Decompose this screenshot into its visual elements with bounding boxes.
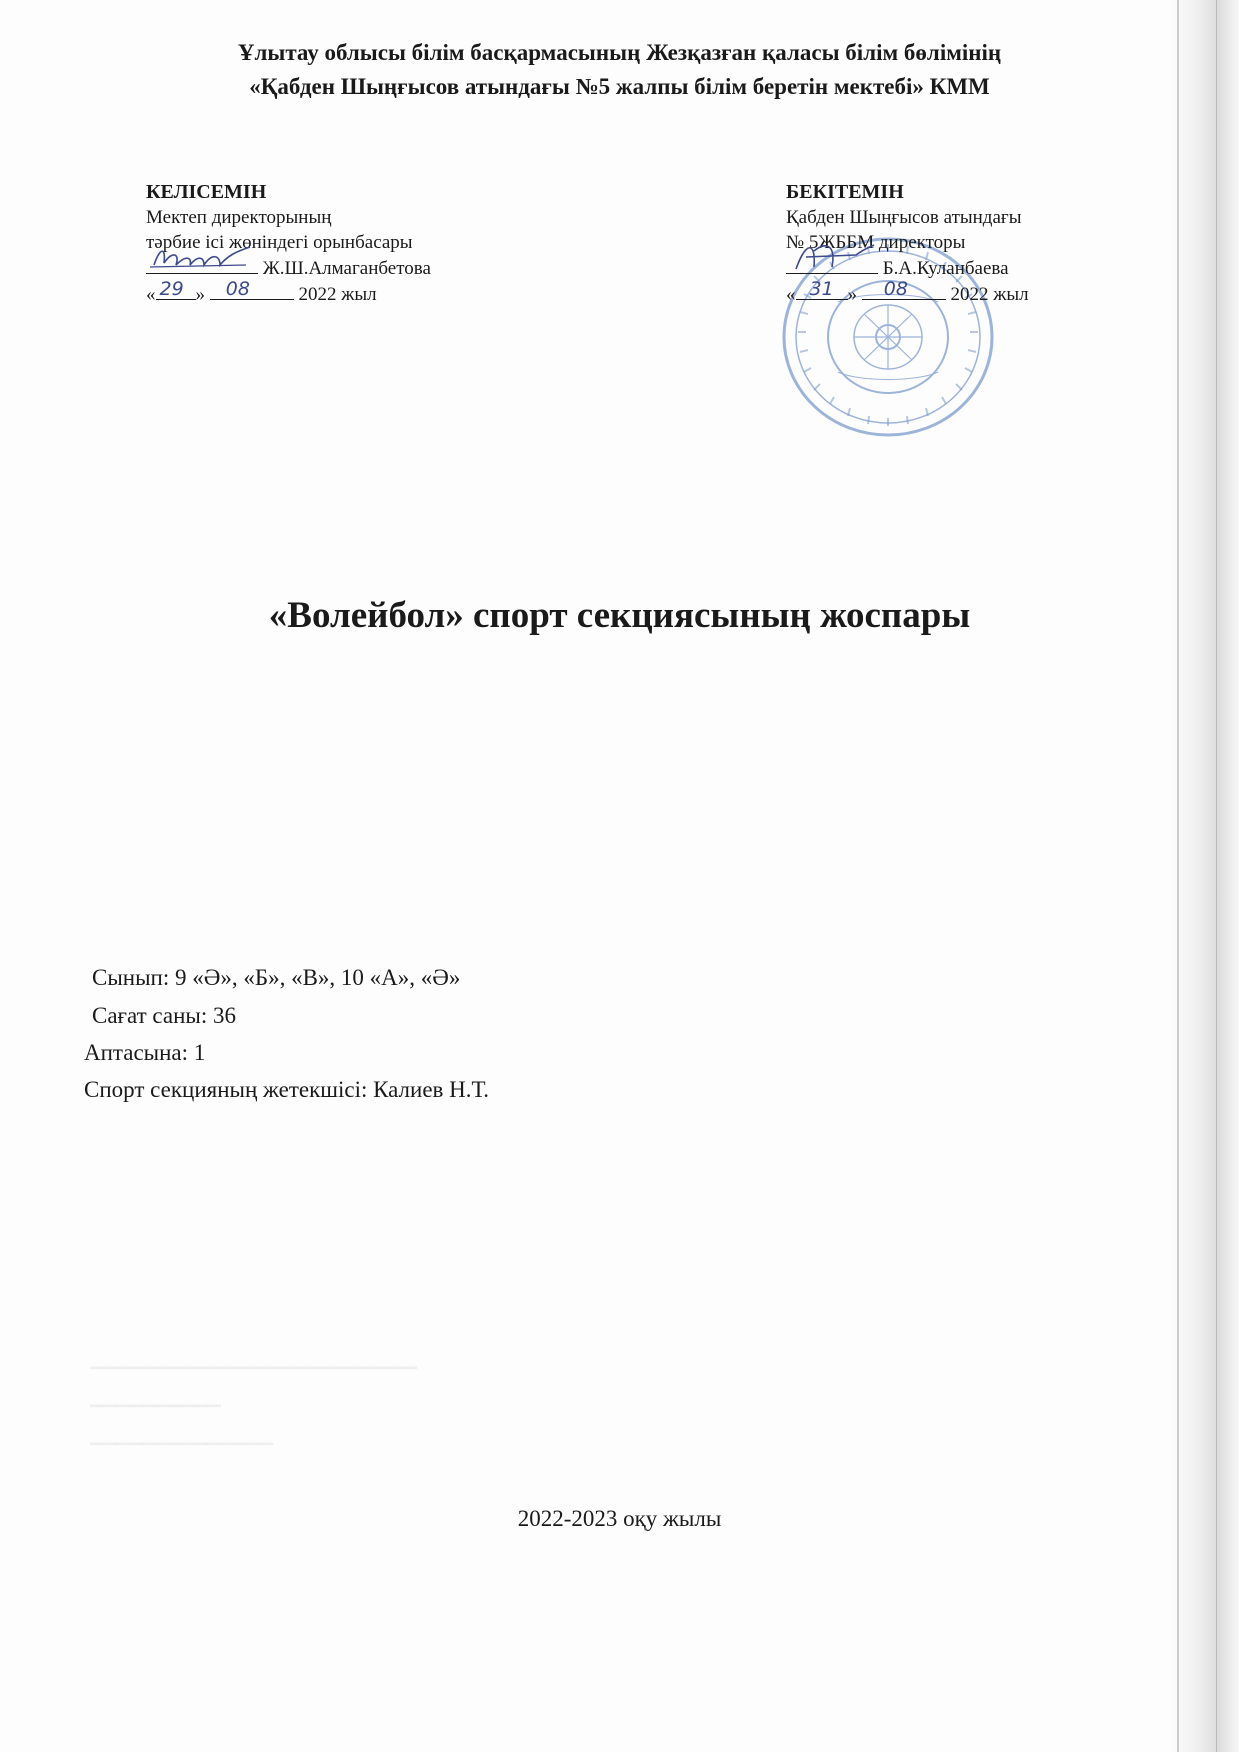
scan-artifact-line [1177,0,1179,1752]
quote-open: « [146,284,156,305]
agreed-title: КЕЛІСЕМІН [146,181,267,203]
agreed-signature-line [146,255,431,281]
approved-title: БЕКІТЕМІН [786,181,904,203]
academic-year: 2022-2023 оқу жылы [517,1506,722,1531]
handwritten-signature [786,239,878,273]
handwritten-day: 29 [159,278,184,300]
info-classes: Сынып: 9 «Ә», «Б», «В», 10 «А», «Ә» [92,965,461,990]
agreed-date-line [146,278,431,307]
agreed-position-2: тәрбие ісі жөніндегі орынбасары [146,232,413,253]
info-weekly: Аптасына: 1 [84,1040,206,1065]
day-blank [156,278,196,300]
approved-block [786,180,1029,307]
month-blank [862,278,946,300]
scan-shadow [1169,0,1239,1752]
document-title: «Волейбол» спорт секциясының жоспары [268,595,971,636]
signature-blank [786,255,878,274]
show-through-mark: ▁▁▁▁▁▁▁▁▁▁▁▁▁▁▁▁▁▁▁▁▁▁▁▁▁ [90,1350,417,1369]
month-blank [210,278,294,300]
quote-close: » [195,284,205,305]
day-blank [796,278,848,300]
agreed-year: 2022 жыл [298,284,377,305]
show-through-mark: ▁▁▁▁▁▁▁▁▁▁▁▁▁▁ [90,1426,274,1445]
approved-position-2: № 5ЖББМ директоры [786,232,966,253]
info-leader: Спорт секцияның жетекшісі: Калиев Н.Т. [84,1077,490,1102]
handwritten-signature [146,243,258,273]
header-line-2: «Қабден Шыңғысов атындағы №5 жалпы білім беретін мектебі» КММ [249,74,990,99]
agreed-block [146,180,431,307]
info-hours: Сағат саны: 36 [92,1003,236,1028]
approved-name: Б.А.Куланбаева [882,258,1009,279]
approved-date-line [786,278,1029,307]
organization-header [0,36,1239,104]
agreed-position-1: Мектеп директорының [146,207,332,228]
header-line-1: Ұлытау облысы білім басқармасының Жезқазған қаласы білім бөлімінің [237,40,1002,65]
signature-blank [146,255,258,274]
handwritten-month: 08 [883,278,908,300]
handwritten-day: 31 [809,278,834,300]
handwritten-month: 08 [225,278,250,300]
quote-open: « [786,284,796,305]
approved-position-1: Қабден Шыңғысов атындағы [786,207,1022,228]
agreed-name: Ж.Ш.Алмаганбетова [262,258,431,279]
approved-year: 2022 жыл [950,284,1029,305]
scan-artifact-line [1216,0,1217,1752]
quote-close: » [847,284,857,305]
show-through-mark: ▁▁▁▁▁▁▁▁▁▁ [90,1388,221,1407]
